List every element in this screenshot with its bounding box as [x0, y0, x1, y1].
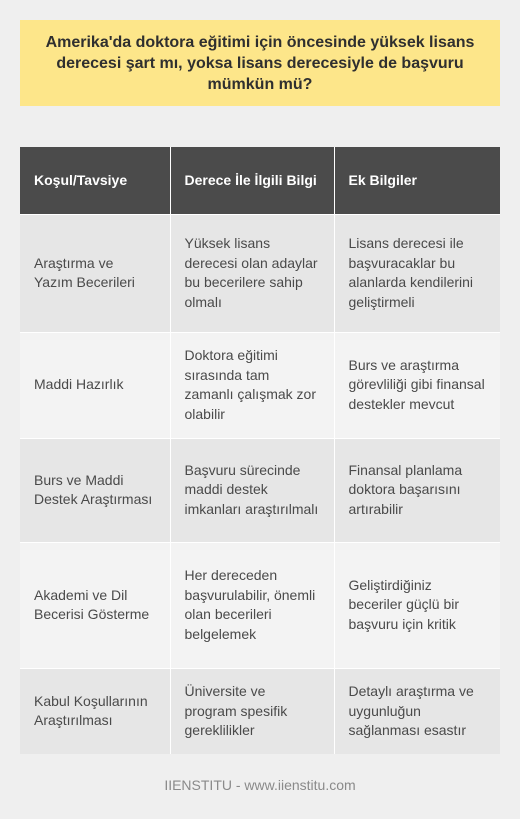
table-row	[20, 438, 500, 542]
cell-text: Lisans derecesi ile başvuracaklar bu alanlarda kendilerini geliştirmeli	[348, 235, 474, 310]
column-header-additional-info: Ek Bilgiler	[334, 147, 500, 214]
cell-text: Maddi Hazırlık	[34, 376, 124, 393]
table-cell	[20, 668, 170, 754]
table-cell	[170, 542, 334, 668]
table-cell	[20, 332, 170, 438]
cell-text: Finansal planlama doktora başarısını artırabilir	[348, 461, 463, 517]
info-table	[20, 147, 500, 754]
table-cell	[334, 214, 500, 332]
table-cell	[334, 542, 500, 668]
cell-text: Geliştirdiğiniz beceriler güçlü bir başvuru için kritik	[348, 576, 459, 632]
table-cell	[334, 332, 500, 438]
column-header-condition: Koşul/Tavsiye	[20, 147, 170, 214]
cell-text: Üniversite ve program spesifik gereklilikler	[184, 683, 288, 738]
table-cell	[334, 438, 500, 542]
table-header-row	[20, 147, 500, 214]
cell-text: Yüksek lisans derecesi olan adaylar bu becerilere sahip olmalı	[184, 235, 318, 310]
table-row	[20, 214, 500, 332]
table-cell	[334, 668, 500, 754]
cell-text: Kabul Koşullarının Araştırılması	[34, 692, 148, 729]
table-row	[20, 668, 500, 754]
cell-text: Akademi ve Dil Becerisi Gösterme	[34, 586, 150, 622]
table-cell	[170, 214, 334, 332]
cell-text: Doktora eğitimi sırasında tam zamanlı çalışmak zor olabilir	[184, 347, 316, 422]
cell-text: Her dereceden başvurulabilir, önemli olan becerileri belgelemek	[184, 567, 316, 642]
table-cell	[20, 438, 170, 542]
table-cell	[20, 542, 170, 668]
table-row	[20, 332, 500, 438]
title-banner	[20, 20, 500, 106]
table-cell	[170, 332, 334, 438]
table-cell	[170, 438, 334, 542]
footer-text: IIENSTITU - www.iienstitu.com	[164, 777, 356, 793]
table-cell	[170, 668, 334, 754]
table-row	[20, 542, 500, 668]
cell-text: Detaylı araştırma ve uygunluğun sağlanması esastır	[348, 683, 474, 738]
cell-text: Başvuru sürecinde maddi destek imkanları araştırılmalı	[184, 461, 319, 517]
cell-text: Araştırma ve Yazım Becerileri	[34, 254, 135, 290]
column-header-degree-info: Derece İle İlgili Bilgi	[170, 147, 334, 214]
cell-text: Burs ve Maddi Destek Araştırması	[34, 471, 153, 507]
cell-text: Burs ve araştırma görevliliği gibi finansal destekler mevcut	[348, 356, 485, 412]
page-title: Amerika'da doktora eğitimi için öncesinde yüksek lisans derecesi şart mı, yoksa lisans derecesiyle de başvuru mümkün mü?	[45, 33, 475, 93]
table-cell	[20, 214, 170, 332]
